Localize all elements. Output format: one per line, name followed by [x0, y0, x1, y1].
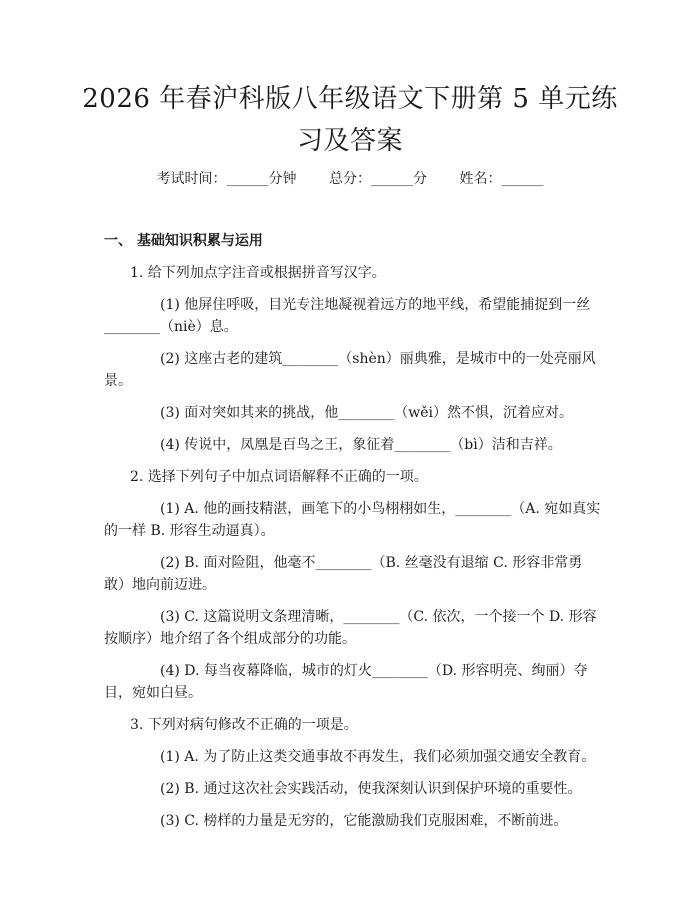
- question-2-item-4-cont: 目，宛如白昼。: [104, 685, 202, 701]
- question-3: 3. 下列对病句修改不正确的一项是。: [130, 717, 358, 733]
- question-3-item-3: (3) C. 榜样的力量是无穷的，它能激励我们克服困难，不断前进。: [160, 813, 568, 829]
- question-2: 2. 选择下列句子中加点词语解释不正确的一项。: [130, 469, 428, 485]
- document-title: [60, 78, 640, 162]
- exam-time: 考试时间：______分钟: [156, 171, 297, 187]
- question-2-item-1: (1) A. 他的画技精湛，画笔下的小鸟栩栩如生，________（A. 宛如真实: [160, 501, 601, 517]
- question-3-item-1: (1) A. 为了防止这类交通事故不再发生，我们必须加强交通安全教育。: [160, 749, 596, 765]
- question-3-item-2: (2) B. 通过这次社会实践活动，使我深刻认识到保护环境的重要性。: [160, 781, 582, 797]
- question-2-item-4: (4) D. 每当夜幕降临，城市的灯火________（D. 形容明亮、绚丽）夺: [160, 663, 588, 679]
- title-line-1: 2026 年春沪科版八年级语文下册第 5 单元练: [82, 84, 618, 114]
- question-1-item-2-cont: 景。: [104, 373, 132, 389]
- question-2-item-3-cont: 按顺序）地介绍了各个组成部分的功能。: [104, 631, 356, 647]
- question-1-item-3: (3) 面对突如其来的挑战，他________（wěi）然不惧，沉着应对。: [160, 405, 574, 421]
- question-2-item-3: (3) C. 这篇说明文条理清晰，________（C. 依次，一个接一个 D. 形容: [160, 609, 597, 625]
- student-name: 姓名：______: [459, 171, 544, 187]
- question-2-item-2-cont: 敢）地向前迈进。: [104, 577, 216, 593]
- question-1-item-4: (4) 传说中，凤凰是百鸟之王，象征着________（bì）洁和吉祥。: [160, 437, 562, 453]
- title-line-2: 习及答案: [296, 126, 403, 156]
- question-2-item-2: (2) B. 面对险阻，他毫不________（B. 丝毫没有退缩 C. 形容非常勇: [160, 555, 583, 571]
- question-1-item-1-cont: ________（niè）息。: [104, 319, 238, 335]
- question-2-item-1-cont: 的一样 B. 形容生动逼真）。: [104, 523, 275, 539]
- section-heading: 一、 基础知识积累与运用: [104, 233, 263, 249]
- exam-meta: [0, 168, 700, 188]
- question-1-item-2: (2) 这座古老的建筑________（shèn）丽典雅，是城市中的一处亮丽风: [160, 351, 596, 367]
- question-1-item-1: (1) 他屏住呼吸，目光专注地凝视着远方的地平线，希望能捕捉到一丝: [160, 297, 591, 313]
- exam-score: 总分：______分: [329, 171, 427, 187]
- question-1: 1. 给下列加点字注音或根据拼音写汉字。: [130, 265, 386, 281]
